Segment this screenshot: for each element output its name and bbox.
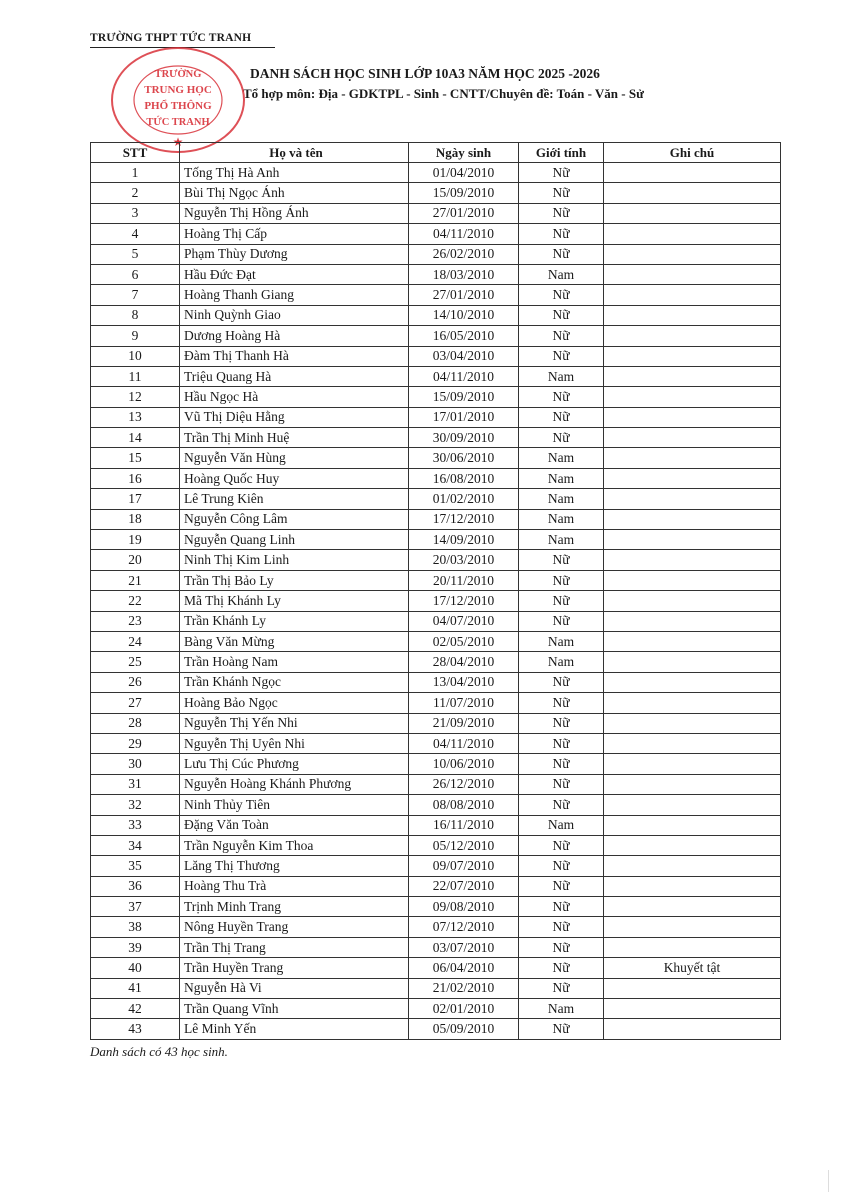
cell-note	[604, 346, 781, 366]
cell-dob: 09/08/2010	[409, 897, 519, 917]
cell-name: Nông Huyền Trang	[180, 917, 409, 937]
cell-stt: 28	[91, 713, 180, 733]
cell-dob: 16/11/2010	[409, 815, 519, 835]
cell-name: Lê Trung Kiên	[180, 489, 409, 509]
table-row	[91, 652, 781, 672]
table-row	[91, 835, 781, 855]
cell-dob: 27/01/2010	[409, 285, 519, 305]
cell-gender: Nữ	[519, 937, 604, 957]
table-row	[91, 672, 781, 692]
cell-note	[604, 774, 781, 794]
cell-gender: Nữ	[519, 407, 604, 427]
cell-dob: 21/02/2010	[409, 978, 519, 998]
cell-note	[604, 978, 781, 998]
table-row	[91, 530, 781, 550]
cell-stt: 10	[91, 346, 180, 366]
cell-name: Nguyễn Hà Vi	[180, 978, 409, 998]
cell-name: Nguyễn Thị Yến Nhi	[180, 713, 409, 733]
cell-name: Hoàng Thu Trà	[180, 876, 409, 896]
cell-gender: Nam	[519, 652, 604, 672]
list-count-note: Danh sách có 43 học sinh.	[90, 1044, 228, 1059]
cell-name: Hoàng Quốc Huy	[180, 468, 409, 488]
cell-note	[604, 856, 781, 876]
table-row	[91, 264, 781, 284]
cell-note	[604, 693, 781, 713]
cell-name: Nguyễn Hoàng Khánh Phương	[180, 774, 409, 794]
cell-stt: 38	[91, 917, 180, 937]
cell-gender: Nữ	[519, 428, 604, 448]
cell-name: Phạm Thùy Dương	[180, 244, 409, 264]
cell-name: Lăng Thị Thương	[180, 856, 409, 876]
cell-note	[604, 835, 781, 855]
cell-note	[604, 448, 781, 468]
cell-name: Ninh Thủy Tiên	[180, 795, 409, 815]
table-row	[91, 876, 781, 896]
cell-name: Trần Huyền Trang	[180, 958, 409, 978]
cell-name: Trần Thị Minh Huệ	[180, 428, 409, 448]
cell-gender: Nữ	[519, 774, 604, 794]
cell-dob: 04/07/2010	[409, 611, 519, 631]
cell-name: Bùi Thị Ngọc Ánh	[180, 183, 409, 203]
cell-dob: 22/07/2010	[409, 876, 519, 896]
cell-gender: Nữ	[519, 183, 604, 203]
cell-note	[604, 999, 781, 1019]
cell-dob: 14/10/2010	[409, 305, 519, 325]
cell-name: Trịnh Minh Trang	[180, 897, 409, 917]
table-row	[91, 366, 781, 386]
cell-stt: 14	[91, 428, 180, 448]
cell-stt: 35	[91, 856, 180, 876]
cell-dob: 28/04/2010	[409, 652, 519, 672]
cell-name: Vũ Thị Diệu Hằng	[180, 407, 409, 427]
table-row	[91, 550, 781, 570]
cell-gender: Nữ	[519, 713, 604, 733]
cell-gender: Nữ	[519, 570, 604, 590]
cell-note	[604, 224, 781, 244]
cell-gender: Nữ	[519, 733, 604, 753]
cell-gender: Nữ	[519, 693, 604, 713]
cell-stt: 36	[91, 876, 180, 896]
cell-note	[604, 754, 781, 774]
cell-note	[604, 937, 781, 957]
table-header-row	[91, 143, 781, 163]
table-row	[91, 693, 781, 713]
cell-note	[604, 550, 781, 570]
table-row	[91, 346, 781, 366]
cell-dob: 20/11/2010	[409, 570, 519, 590]
cell-name: Trần Quang Vĩnh	[180, 999, 409, 1019]
document-subtitle: Tổ hợp môn: Địa - GDKTPL - Sinh - CNTT/Chuyên đề: Toán - Văn - Sử	[243, 86, 644, 101]
cell-name: Hoàng Bảo Ngọc	[180, 693, 409, 713]
cell-name: Trần Khánh Ly	[180, 611, 409, 631]
table-row	[91, 468, 781, 488]
cell-dob: 30/09/2010	[409, 428, 519, 448]
cell-dob: 07/12/2010	[409, 917, 519, 937]
table-row	[91, 795, 781, 815]
cell-note	[604, 509, 781, 529]
cell-note	[604, 489, 781, 509]
cell-name: Triệu Quang Hà	[180, 366, 409, 386]
table-row	[91, 387, 781, 407]
cell-dob: 01/04/2010	[409, 163, 519, 183]
cell-gender: Nữ	[519, 285, 604, 305]
cell-stt: 40	[91, 958, 180, 978]
cell-stt: 9	[91, 326, 180, 346]
table-row	[91, 591, 781, 611]
cell-note	[604, 244, 781, 264]
stamp-line-4: TỨC TRANH	[146, 117, 210, 128]
table-row	[91, 958, 781, 978]
cell-stt: 24	[91, 631, 180, 651]
cell-name: Dương Hoàng Hà	[180, 326, 409, 346]
header-gender: Giới tính	[519, 143, 604, 163]
table-row	[91, 326, 781, 346]
cell-note	[604, 407, 781, 427]
cell-dob: 03/07/2010	[409, 937, 519, 957]
cell-dob: 08/08/2010	[409, 795, 519, 815]
cell-stt: 16	[91, 468, 180, 488]
cell-name: Trần Thị Bảo Ly	[180, 570, 409, 590]
cell-name: Lưu Thị Cúc Phương	[180, 754, 409, 774]
cell-dob: 13/04/2010	[409, 672, 519, 692]
cell-gender: Nam	[519, 468, 604, 488]
cell-gender: Nữ	[519, 978, 604, 998]
cell-gender: Nữ	[519, 244, 604, 264]
cell-gender: Nữ	[519, 203, 604, 223]
header-stt: STT	[91, 143, 180, 163]
cell-gender: Nữ	[519, 835, 604, 855]
cell-name: Đặng Văn Toàn	[180, 815, 409, 835]
cell-gender: Nữ	[519, 305, 604, 325]
cell-name: Nguyễn Quang Linh	[180, 530, 409, 550]
cell-stt: 6	[91, 264, 180, 284]
cell-note	[604, 591, 781, 611]
cell-gender: Nữ	[519, 1019, 604, 1039]
table-row	[91, 897, 781, 917]
cell-gender: Nữ	[519, 611, 604, 631]
header-note: Ghi chú	[604, 143, 781, 163]
table-row	[91, 999, 781, 1019]
cell-dob: 10/06/2010	[409, 754, 519, 774]
cell-stt: 13	[91, 407, 180, 427]
cell-dob: 14/09/2010	[409, 530, 519, 550]
cell-stt: 19	[91, 530, 180, 550]
cell-dob: 16/05/2010	[409, 326, 519, 346]
cell-gender: Nữ	[519, 326, 604, 346]
cell-dob: 15/09/2010	[409, 183, 519, 203]
cell-stt: 11	[91, 366, 180, 386]
table-row	[91, 1019, 781, 1039]
cell-name: Trần Nguyễn Kim Thoa	[180, 835, 409, 855]
cell-gender: Nữ	[519, 163, 604, 183]
cell-note	[604, 652, 781, 672]
cell-dob: 30/06/2010	[409, 448, 519, 468]
cell-name: Tống Thị Hà Anh	[180, 163, 409, 183]
cell-stt: 34	[91, 835, 180, 855]
cell-stt: 26	[91, 672, 180, 692]
cell-gender: Nam	[519, 815, 604, 835]
cell-name: Nguyễn Thị Hồng Ánh	[180, 203, 409, 223]
stamp-line-1: TRƯỜNG	[154, 69, 202, 80]
cell-stt: 33	[91, 815, 180, 835]
cell-dob: 27/01/2010	[409, 203, 519, 223]
cell-name: Trần Hoàng Nam	[180, 652, 409, 672]
cell-note	[604, 163, 781, 183]
cell-stt: 15	[91, 448, 180, 468]
cell-dob: 02/01/2010	[409, 999, 519, 1019]
cell-name: Ninh Thị Kim Linh	[180, 550, 409, 570]
scan-edge-mark	[828, 1170, 829, 1192]
cell-stt: 12	[91, 387, 180, 407]
cell-dob: 03/04/2010	[409, 346, 519, 366]
cell-stt: 21	[91, 570, 180, 590]
cell-name: Nguyễn Công Lâm	[180, 509, 409, 529]
cell-gender: Nữ	[519, 897, 604, 917]
table-row	[91, 448, 781, 468]
cell-stt: 23	[91, 611, 180, 631]
cell-dob: 15/09/2010	[409, 387, 519, 407]
cell-gender: Nam	[519, 366, 604, 386]
cell-name: Bàng Văn Mừng	[180, 631, 409, 651]
cell-stt: 18	[91, 509, 180, 529]
cell-dob: 06/04/2010	[409, 958, 519, 978]
cell-gender: Nam	[519, 999, 604, 1019]
cell-gender: Nữ	[519, 591, 604, 611]
cell-stt: 31	[91, 774, 180, 794]
cell-note	[604, 468, 781, 488]
cell-stt: 29	[91, 733, 180, 753]
cell-dob: 11/07/2010	[409, 693, 519, 713]
cell-dob: 04/11/2010	[409, 733, 519, 753]
table-row	[91, 631, 781, 651]
table-row	[91, 611, 781, 631]
table-row	[91, 774, 781, 794]
stamp-line-2: TRUNG HỌC	[144, 84, 212, 96]
cell-dob: 26/12/2010	[409, 774, 519, 794]
cell-stt: 37	[91, 897, 180, 917]
cell-stt: 41	[91, 978, 180, 998]
cell-note	[604, 428, 781, 448]
cell-note	[604, 570, 781, 590]
table-row	[91, 203, 781, 223]
table-row	[91, 978, 781, 998]
student-list-table	[90, 142, 781, 1040]
table-row	[91, 224, 781, 244]
cell-gender: Nam	[519, 509, 604, 529]
table-row	[91, 407, 781, 427]
cell-gender: Nữ	[519, 856, 604, 876]
cell-name: Ninh Quỳnh Giao	[180, 305, 409, 325]
cell-stt: 8	[91, 305, 180, 325]
header-name: Họ và tên	[180, 143, 409, 163]
stamp-line-3: PHỔ THÔNG	[144, 100, 212, 112]
cell-stt: 5	[91, 244, 180, 264]
table-row	[91, 733, 781, 753]
cell-note	[604, 305, 781, 325]
cell-dob: 20/03/2010	[409, 550, 519, 570]
cell-dob: 05/12/2010	[409, 835, 519, 855]
cell-stt: 32	[91, 795, 180, 815]
cell-note	[604, 672, 781, 692]
table-row	[91, 489, 781, 509]
cell-gender: Nữ	[519, 795, 604, 815]
cell-name: Nguyễn Thị Uyên Nhi	[180, 733, 409, 753]
cell-gender: Nam	[519, 489, 604, 509]
cell-name: Trần Khánh Ngọc	[180, 672, 409, 692]
cell-stt: 27	[91, 693, 180, 713]
cell-dob: 04/11/2010	[409, 224, 519, 244]
cell-gender: Nữ	[519, 346, 604, 366]
table-row	[91, 163, 781, 183]
table-row	[91, 509, 781, 529]
table-row	[91, 917, 781, 937]
cell-gender: Nữ	[519, 672, 604, 692]
table-row	[91, 856, 781, 876]
table-row	[91, 244, 781, 264]
cell-gender: Nữ	[519, 550, 604, 570]
cell-dob: 26/02/2010	[409, 244, 519, 264]
cell-gender: Nam	[519, 448, 604, 468]
cell-dob: 05/09/2010	[409, 1019, 519, 1039]
cell-stt: 1	[91, 163, 180, 183]
header-dob: Ngày sinh	[409, 143, 519, 163]
cell-dob: 02/05/2010	[409, 631, 519, 651]
cell-gender: Nữ	[519, 917, 604, 937]
cell-note	[604, 713, 781, 733]
table-row	[91, 428, 781, 448]
cell-stt: 22	[91, 591, 180, 611]
cell-dob: 17/01/2010	[409, 407, 519, 427]
cell-stt: 43	[91, 1019, 180, 1039]
cell-note	[604, 815, 781, 835]
cell-note	[604, 183, 781, 203]
cell-gender: Nam	[519, 530, 604, 550]
cell-dob: 09/07/2010	[409, 856, 519, 876]
cell-stt: 17	[91, 489, 180, 509]
cell-note	[604, 795, 781, 815]
cell-note	[604, 366, 781, 386]
cell-gender: Nam	[519, 264, 604, 284]
school-name: TRƯỜNG THPT TỨC TRANH	[90, 32, 252, 44]
cell-gender: Nữ	[519, 387, 604, 407]
cell-gender: Nữ	[519, 958, 604, 978]
cell-dob: 01/02/2010	[409, 489, 519, 509]
cell-dob: 17/12/2010	[409, 509, 519, 529]
cell-dob: 16/08/2010	[409, 468, 519, 488]
table-row	[91, 305, 781, 325]
cell-name: Trần Thị Trang	[180, 937, 409, 957]
cell-dob: 17/12/2010	[409, 591, 519, 611]
cell-note	[604, 897, 781, 917]
cell-note	[604, 631, 781, 651]
table-row	[91, 713, 781, 733]
table-row	[91, 937, 781, 957]
cell-note	[604, 917, 781, 937]
cell-note	[604, 1019, 781, 1039]
table-row	[91, 815, 781, 835]
cell-stt: 3	[91, 203, 180, 223]
cell-name: Hoàng Thị Cấp	[180, 224, 409, 244]
cell-gender: Nữ	[519, 754, 604, 774]
cell-note	[604, 733, 781, 753]
cell-stt: 20	[91, 550, 180, 570]
cell-note	[604, 530, 781, 550]
cell-stt: 25	[91, 652, 180, 672]
cell-dob: 04/11/2010	[409, 366, 519, 386]
table-row	[91, 285, 781, 305]
table-row	[91, 754, 781, 774]
cell-stt: 2	[91, 183, 180, 203]
cell-name: Đàm Thị Thanh Hà	[180, 346, 409, 366]
cell-name: Hầu Đức Đạt	[180, 264, 409, 284]
cell-name: Hầu Ngọc Hà	[180, 387, 409, 407]
cell-gender: Nam	[519, 631, 604, 651]
document-title: DANH SÁCH HỌC SINH LỚP 10A3 NĂM HỌC 2025 -2026	[250, 66, 600, 81]
cell-name: Nguyễn Văn Hùng	[180, 448, 409, 468]
cell-note	[604, 876, 781, 896]
cell-gender: Nữ	[519, 224, 604, 244]
cell-name: Lê Minh Yến	[180, 1019, 409, 1039]
cell-dob: 18/03/2010	[409, 264, 519, 284]
table-row	[91, 183, 781, 203]
cell-note	[604, 264, 781, 284]
stamp-star-icon: ★	[172, 135, 184, 149]
cell-dob: 21/09/2010	[409, 713, 519, 733]
cell-stt: 42	[91, 999, 180, 1019]
cell-name: Mã Thị Khánh Ly	[180, 591, 409, 611]
cell-stt: 4	[91, 224, 180, 244]
cell-note	[604, 387, 781, 407]
school-seal-stamp	[108, 42, 250, 158]
cell-note	[604, 285, 781, 305]
cell-note: Khuyết tật	[604, 958, 781, 978]
table-row	[91, 570, 781, 590]
cell-note	[604, 611, 781, 631]
cell-note	[604, 326, 781, 346]
cell-stt: 39	[91, 937, 180, 957]
cell-stt: 7	[91, 285, 180, 305]
cell-gender: Nữ	[519, 876, 604, 896]
cell-stt: 30	[91, 754, 180, 774]
cell-note	[604, 203, 781, 223]
cell-name: Hoàng Thanh Giang	[180, 285, 409, 305]
